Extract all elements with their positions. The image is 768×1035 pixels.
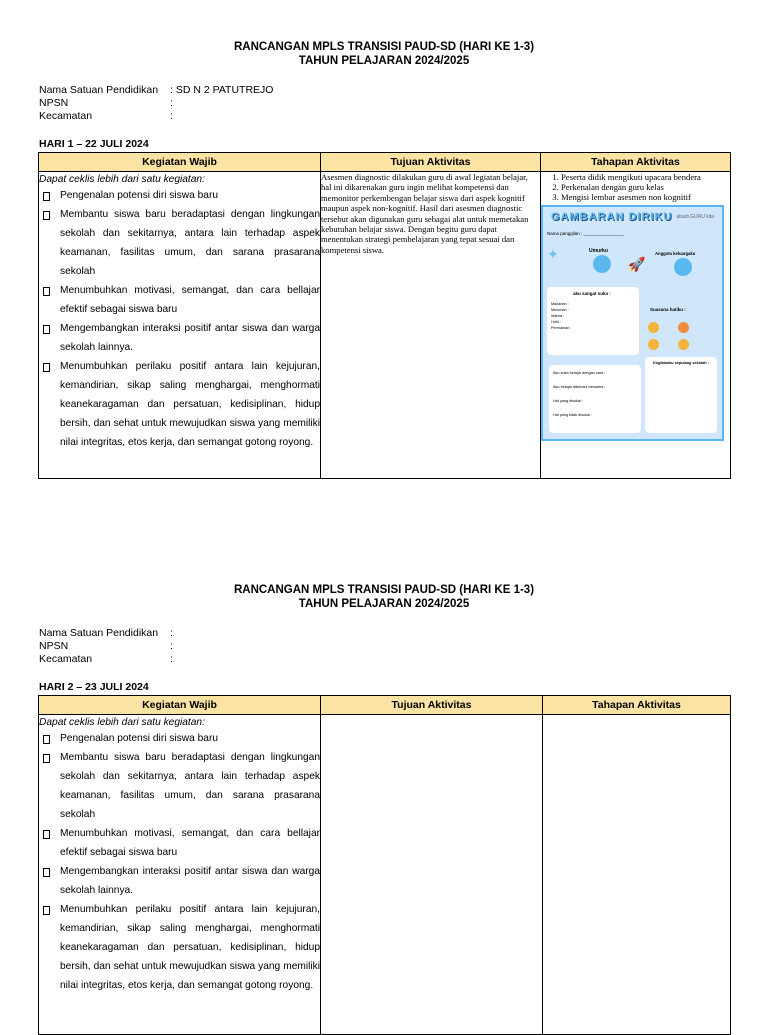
table-row [39,172,731,479]
tahapan-item: 1. Peserta didik mengikuti upacara bendera [561,172,730,182]
kegiatan-text: Pengenalan potensi diri siswa baru [60,733,219,744]
tujuan-text: Asesmen diagnostic dilakukan guru di awal legiatan belajar, hal ini dikarenakan guru ingin melihat kompetensi dan memonitor perkembengan belajar siswa dari aspek kognitif maupun aspek non-kognitif. Hasil dari asesmen diagnostic tersebut akan digunakan guru sebagai alat untuk memetakan kebutuhan belajar siswa. Dengan begitu guru dapat menentukan strategi pembelajaran yang tepat sesuai dan kompetensi siswa. [321,172,529,255]
checkbox-icon[interactable] [43,192,50,201]
kegiatan-item [39,729,320,748]
meta-colon: : [170,627,173,639]
meta-label-kecamatan: Kecamatan [39,653,93,665]
rocket-icon: 🚀 [628,256,646,272]
worksheet-belajar-item: Aku suka belajar dengan cara : [553,371,606,375]
meta-colon: : [170,653,173,665]
meta-colon: : [170,640,173,652]
checkbox-icon[interactable] [43,830,50,839]
day2-heading: HARI 2 – 23 JULI 2024 [39,681,149,693]
worksheet-nama-field: Nama panggilan : ________________ [547,231,624,236]
day1-meta [39,84,273,123]
day2-meta [39,627,173,666]
tired-face-icon [678,339,689,350]
checkbox-icon[interactable] [43,211,50,220]
header-tujuan-aktivitas: Tujuan Aktivitas [321,696,543,715]
kegiatan-text: Menumbuhkan perilaku positif antara lain kejujuran, kemandirian, sikap saling menghargai, menghormati keanekaragaman dan persatuan, kedisiplinan, hidup bersih, dan sehat untuk mewujudkan siswa yang memiliki nilai integritas, etos kerja, dan semangat gotong royong. [60,904,320,991]
worksheet-suka-item: Permainan : [551,326,572,330]
kegiatan-item [39,281,320,319]
doc-title-line2: TAHUN PELAJARAN 2024/2025 [298,55,470,67]
meta-npsn-row [39,97,273,110]
doc-title-line1: RANCANGAN MPLS TRANSISI PAUD-SD (HARI KE 1-3) [233,584,535,596]
kegiatan-item [39,357,320,452]
table-header-row [39,153,731,172]
kegiatan-item [39,862,320,900]
worksheet-anggota-circle [674,258,692,276]
kegiatan-text: Menumbuhkan perilaku positif antara lain kejujuran, kemandirian, sikap saling menghargai, menghormati keanekaragaman dan persatuan, kedisiplinan, hidup bersih, dan sehat untuk mewujudkan siswa yang memiliki nilai integritas, etos kerja, dan semangat gotong royong. [60,361,320,448]
day2-table [38,695,731,1035]
checklist-intro: Dapat ceklis lebih dari satu kegiatan: [39,717,205,728]
worksheet-suka-item: Minuman : [551,308,569,312]
tujuan-cell [321,715,543,1035]
tahapan-cell [543,715,731,1035]
kegiatan-text: Menumbuhkan motivasi, semangat, dan cara bellajar efektif sebagai siswa baru [60,828,320,858]
meta-school-row [39,84,273,97]
angry-face-icon [678,322,689,333]
meta-label-npsn: NPSN [39,640,69,652]
kegiatan-item [39,319,320,357]
kegiatan-item [39,186,320,205]
checkbox-icon[interactable] [43,325,50,334]
meta-school-row [39,627,173,640]
checkbox-icon[interactable] [43,363,50,372]
meta-school-value: SD N 2 PATUTREJO [175,84,274,96]
worksheet-umur-circle [593,255,611,273]
worksheet-title: GAMBARAN DIRIKU [551,211,673,223]
header-kegiatan-wajib: Kegiatan Wajib [39,696,321,715]
kegiatan-text: Membantu siswa baru beradaptasi dengan lingkungan sekolah dan sekitarnya, antara lain terhadap aspek keamanan, fasilitas umum, dan sarana prasarana sekolah [60,209,320,277]
worksheet-logo: abadi GURU kita [676,214,714,220]
kegiatan-item [39,205,320,281]
worksheet-belajar-item: Hal yang disukai : [553,399,583,403]
worksheet-belajar-item: Aku belajar ditemani bersama : [553,385,606,389]
table-header-row [39,696,731,715]
meta-colon: : [170,84,173,96]
worksheet-suka-item: Makanan : [551,302,569,306]
kegiatan-text: Mengembangkan interaksi positif antar siswa dan warga sekolah lainnya. [60,866,320,896]
kegiatan-text: Membantu siswa baru beradaptasi dengan lingkungan sekolah dan sekitarnya, antara lain terhadap aspek keamanan, fasilitas umum, dan sarana prasarana sekolah [60,752,320,820]
meta-label-npsn: NPSN [39,97,69,109]
kegiatan-list [39,729,320,995]
kegiatan-text: Mengembangkan interaksi positif antar siswa dan warga sekolah lainnya. [60,323,320,353]
checkbox-icon[interactable] [43,754,50,763]
meta-npsn-row [39,640,173,653]
day1-header [0,40,768,68]
doc-title-line2: TAHUN PELAJARAN 2024/2025 [298,598,470,610]
checkbox-icon[interactable] [43,735,50,744]
star-icon: ✦ [547,246,559,262]
checkbox-icon[interactable] [43,868,50,877]
header-kegiatan-wajib: Kegiatan Wajib [39,153,321,172]
tahapan-cell [541,172,731,479]
worksheet-kegiatan-card [645,357,717,433]
tujuan-cell [321,172,541,479]
worksheet-umur-label: Umurku [589,248,608,254]
worksheet-suka-card [547,287,639,355]
worksheet-suka-title: aku sangat suka : [573,291,611,296]
kegiatan-text: Pengenalan potensi diri siswa baru [60,190,219,201]
kegiatan-list [39,186,320,452]
day2-header [0,583,768,611]
worksheet-anggota-label: Anggota keluargaku [655,251,696,256]
meta-kecamatan-row [39,653,173,666]
meta-label-kecamatan: Kecamatan [39,110,93,122]
header-tahapan-aktivitas: Tahapan Aktivitas [543,696,731,715]
meta-label-school: Nama Satuan Pendidikan [39,84,159,96]
worksheet-belajar-card [549,365,641,433]
meta-label-school: Nama Satuan Pendidikan [39,627,159,639]
kegiatan-cell [39,172,321,479]
kegiatan-cell [39,715,321,1035]
tahapan-item: 3. Mengisi lembar asesmen non kognitif [561,192,730,202]
header-tahapan-aktivitas: Tahapan Aktivitas [541,153,731,172]
kegiatan-item [39,824,320,862]
worksheet-suka-item: Hobi : [551,320,561,324]
meta-colon: : [170,97,173,109]
checkbox-icon[interactable] [43,906,50,915]
sad-face-icon [648,339,659,350]
gambaran-diriku-worksheet-image [541,205,724,441]
tahapan-list [541,172,730,202]
kegiatan-item [39,748,320,824]
checklist-intro: Dapat ceklis lebih dari satu kegiatan: [39,174,205,185]
meta-colon: : [170,110,173,122]
header-tujuan-aktivitas: Tujuan Aktivitas [321,153,541,172]
happy-face-icon [648,322,659,333]
worksheet-belajar-item: Hal yang tidak disukai : [553,413,593,417]
checkbox-icon[interactable] [43,287,50,296]
meta-kecamatan-row [39,110,273,123]
worksheet-suka-item: Warna : [551,314,565,318]
doc-title-line1: RANCANGAN MPLS TRANSISI PAUD-SD (HARI KE 1-3) [233,41,535,53]
kegiatan-text: Menumbuhkan motivasi, semangat, dan cara bellajar efektif sebagai siswa baru [60,285,320,315]
day1-heading: HARI 1 – 22 JULI 2024 [39,138,149,150]
worksheet-suasana-label: Suasana hatiku : [650,307,686,312]
kegiatan-item [39,900,320,995]
worksheet-kegiatan-label: Kegiatanku sepulang sekolah : [653,361,709,365]
tahapan-item: 2. Perkenalan dengan guru kelas [561,182,730,192]
day1-table [38,152,731,479]
table-row [39,715,731,1035]
